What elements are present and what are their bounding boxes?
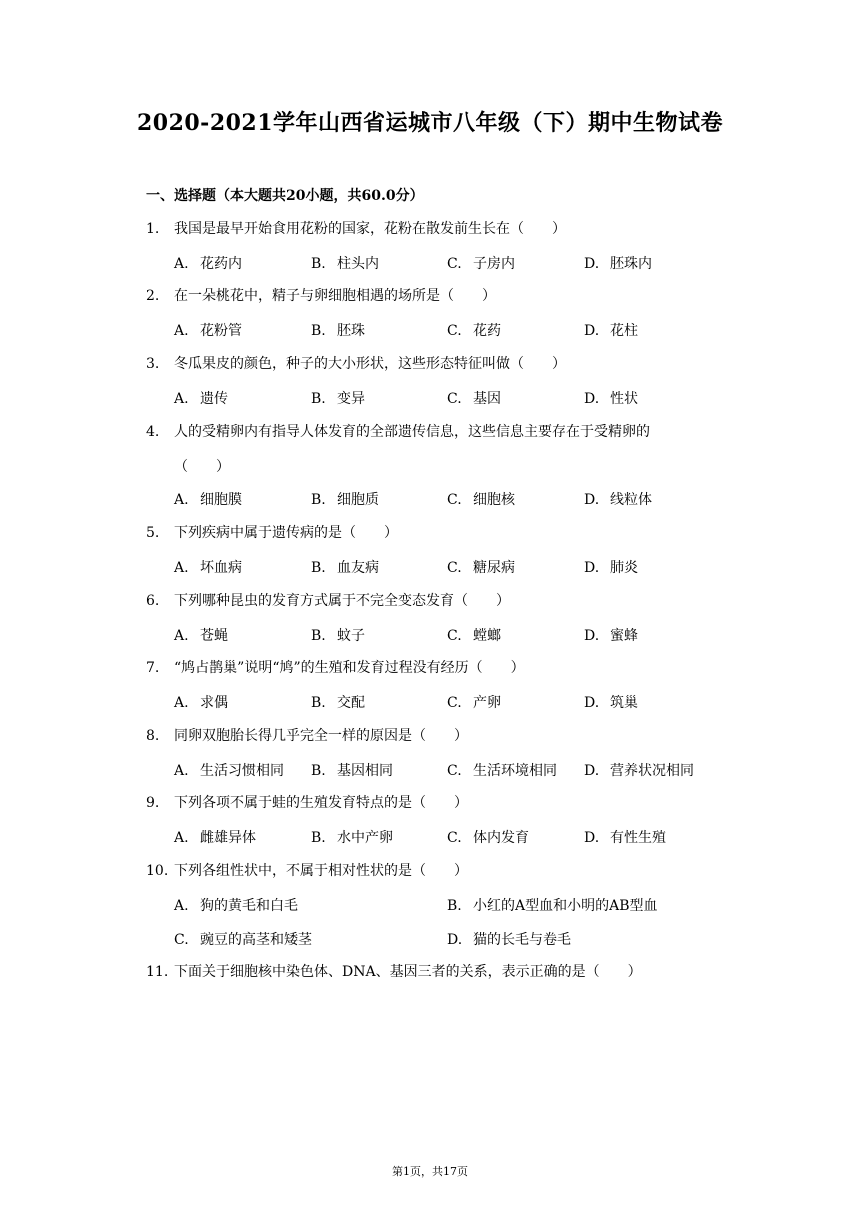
section-heading: 一、选择题（本大题共20小题，共60.0分）: [146, 188, 424, 204]
question-6: 6. 下列哪种昆虫的发育方式属于不完全变态发育（ ）: [146, 593, 510, 609]
question-text: 冬瓜果皮的颜色，种子的大小形状，这些形态特征叫做（ ）: [174, 356, 566, 372]
question-9: 9. 下列各项不属于蛙的生殖发育特点的是（ ）: [146, 795, 468, 811]
page-footer: 第1页，共17页: [392, 1165, 468, 1178]
question-8: 8. 同卵双胞胎长得几乎完全一样的原因是（ ）: [146, 728, 468, 744]
question-7: 7. “鸠占鹊巢”说明“鸠”的生殖和发育过程没有经历（ ）: [146, 660, 525, 676]
question-10: 10. 下列各组性状中，不属于相对性状的是（ ）: [146, 863, 468, 879]
question-text: 下列各项不属于蛙的生殖发育特点的是（ ）: [174, 795, 468, 811]
question-1: 1. 我国是最早开始食用花粉的国家，花粉在散发前生长在（ ）: [146, 221, 566, 237]
question-text: 同卵双胞胎长得几乎完全一样的原因是（ ）: [174, 728, 468, 744]
question-text: 下列各组性状中，不属于相对性状的是（ ）: [174, 863, 468, 879]
question-text: “鸠占鹊巢”说明“鸠”的生殖和发育过程没有经历（ ）: [174, 660, 525, 676]
question-text: 下列哪种昆虫的发育方式属于不完全变态发育（ ）: [174, 593, 510, 609]
question-5: 5. 下列疾病中属于遗传病的是（ ）: [146, 525, 398, 541]
page-title: 2020-2021学年山西省运城市八年级（下）期中生物试卷: [136, 110, 724, 136]
question-text: 人的受精卵内有指导人体发育的全部遗传信息，这些信息主要存在于受精卵的: [174, 424, 650, 440]
question-text: 在一朵桃花中，精子与卵细胞相遇的场所是（ ）: [174, 288, 496, 304]
question-text: 下列疾病中属于遗传病的是（ ）: [174, 525, 398, 541]
question-text: 下面关于细胞核中染色体、DNA、基因三者的关系，表示正确的是（ ）: [174, 964, 642, 980]
question-4: 4. 人的受精卵内有指导人体发育的全部遗传信息，这些信息主要存在于受精卵的: [146, 424, 650, 440]
question-11: 11. 下面关于细胞核中染色体、DNA、基因三者的关系，表示正确的是（ ）: [146, 964, 642, 980]
question-3: 3. 冬瓜果皮的颜色，种子的大小形状，这些形态特征叫做（ ）: [146, 356, 566, 372]
question-2: 2. 在一朵桃花中，精子与卵细胞相遇的场所是（ ）: [146, 288, 496, 304]
question-text: 我国是最早开始食用花粉的国家，花粉在散发前生长在（ ）: [174, 221, 566, 237]
question-4-continuation: （ ）: [174, 459, 230, 475]
